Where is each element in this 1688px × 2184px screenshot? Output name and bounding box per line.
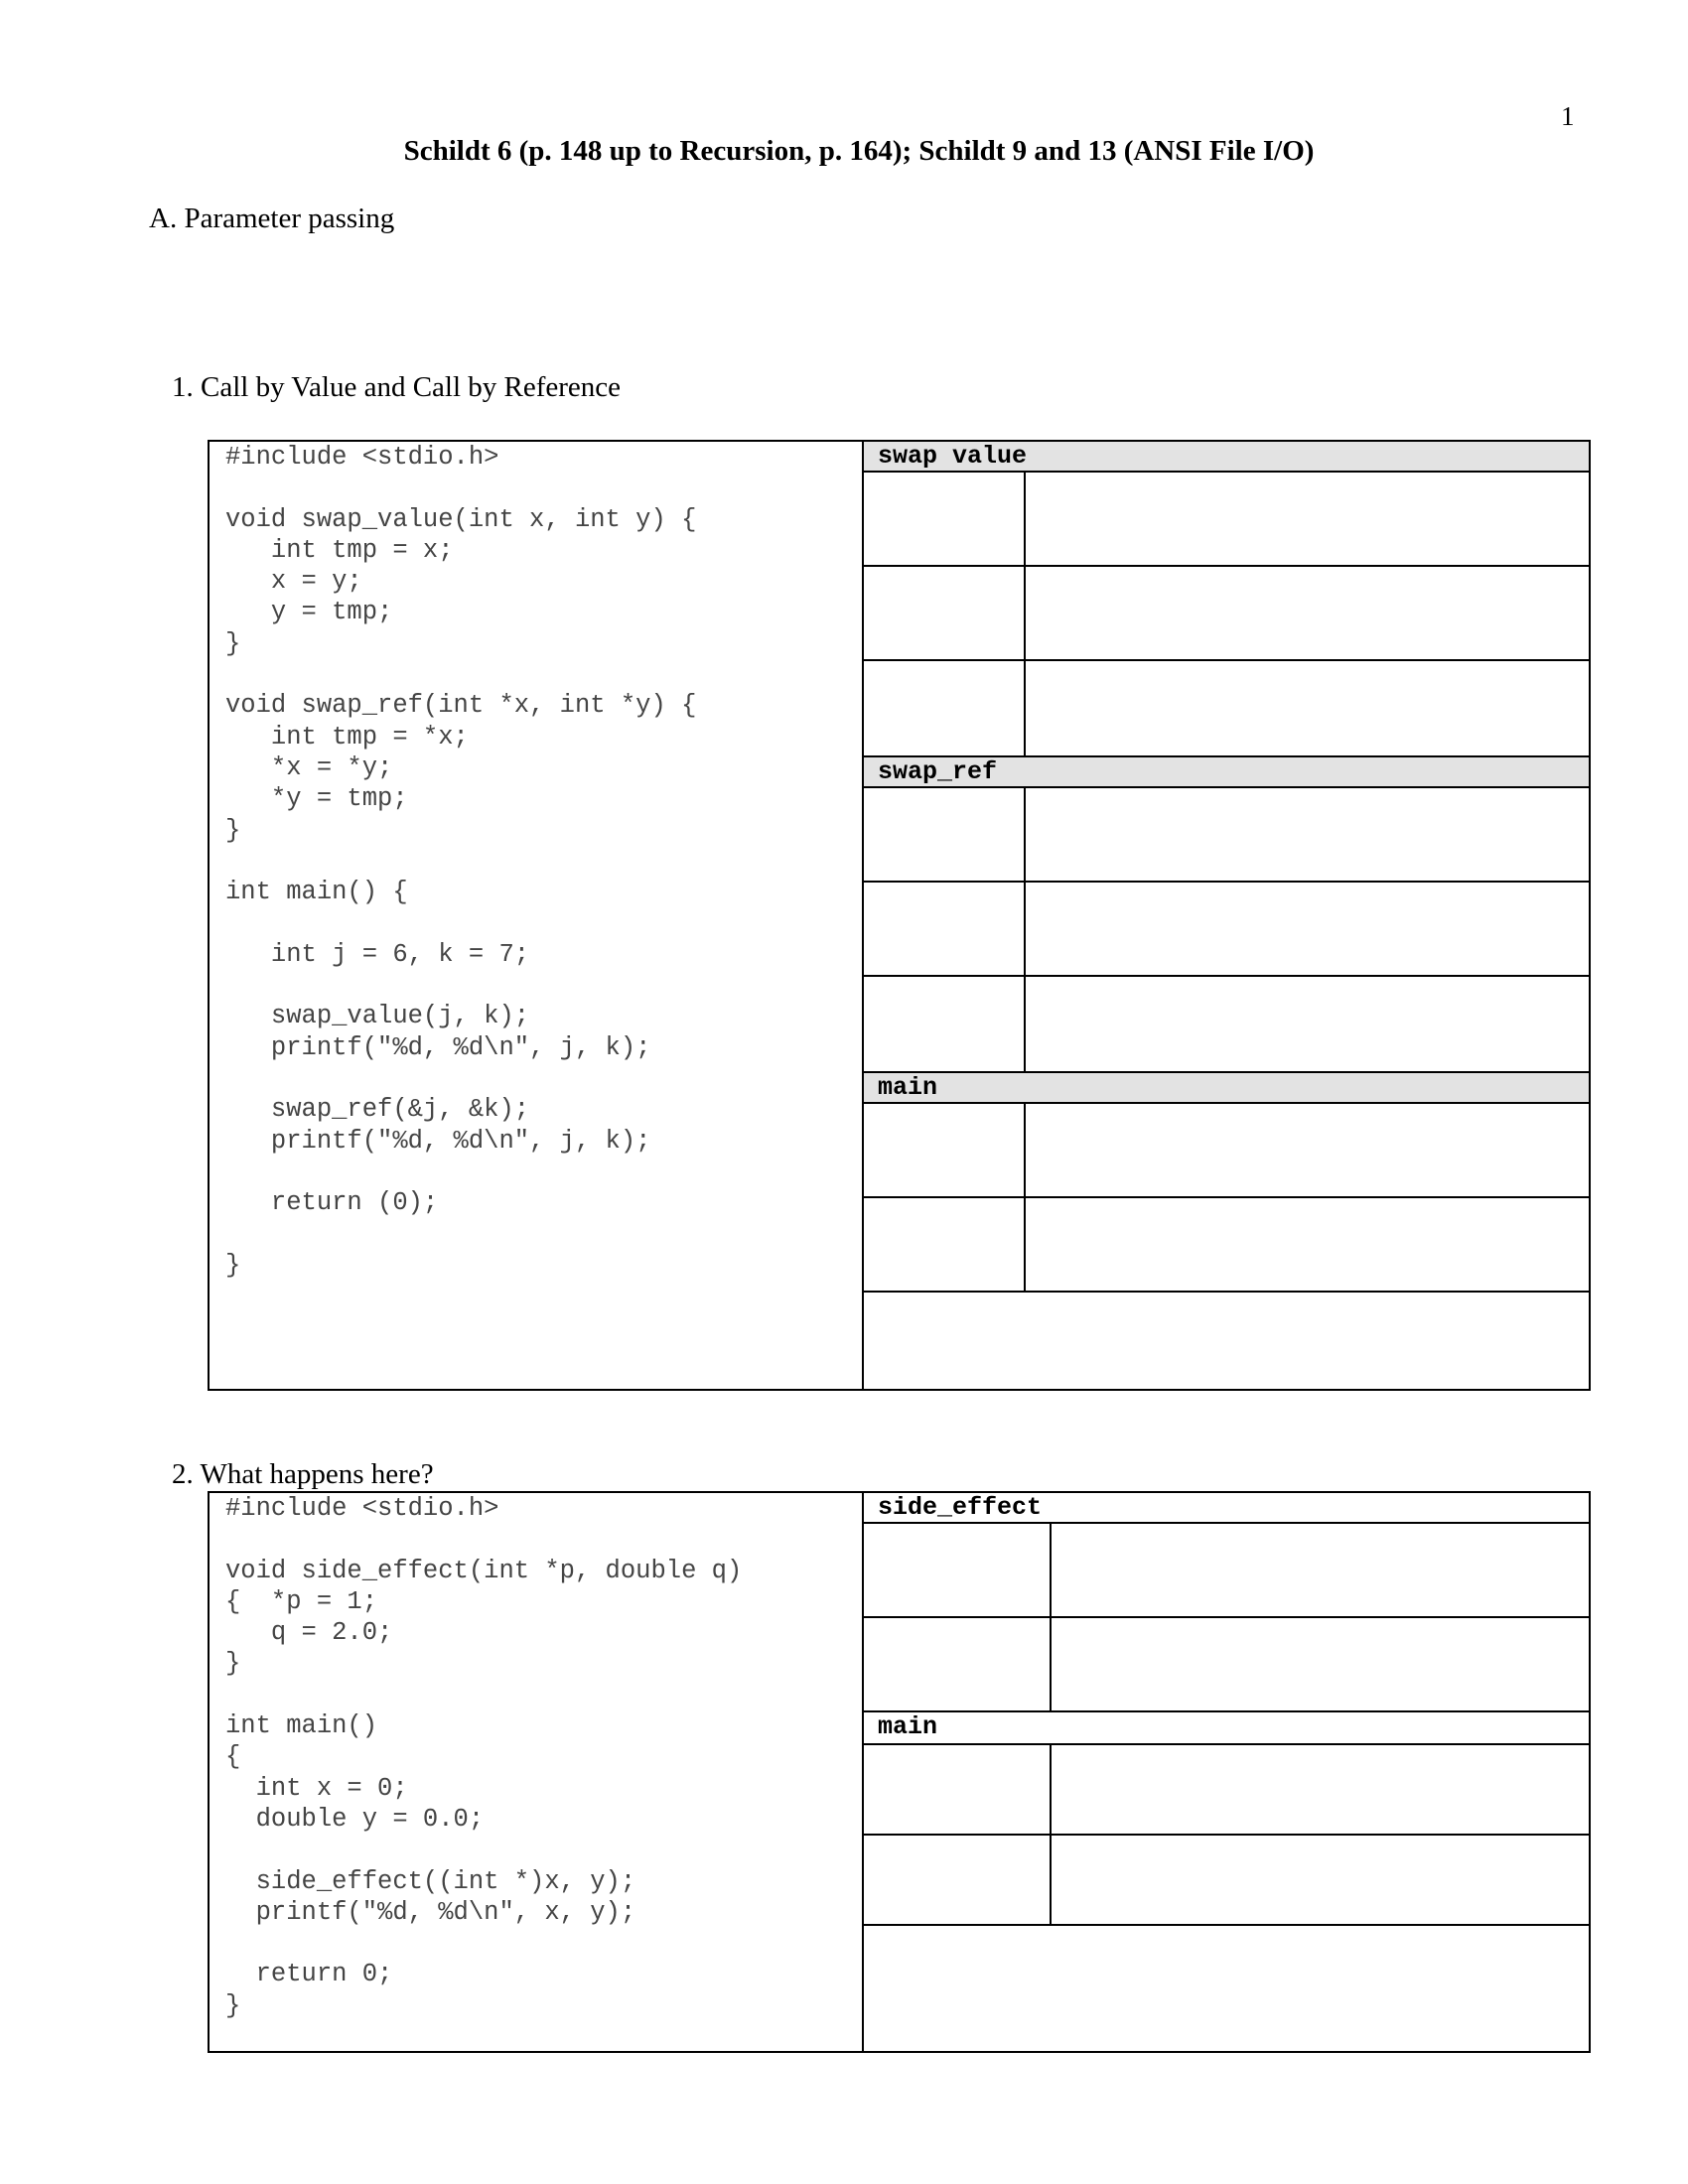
memory-row bbox=[864, 661, 1589, 755]
var-value-cell bbox=[1026, 977, 1589, 1071]
memory-row bbox=[864, 1198, 1589, 1293]
var-name-cell bbox=[864, 473, 1026, 565]
var-name-cell bbox=[864, 567, 1026, 659]
var-name-cell bbox=[864, 1198, 1026, 1291]
var-value-cell bbox=[1052, 1618, 1589, 1710]
var-value-cell bbox=[1026, 661, 1589, 755]
page-number: 1 bbox=[1561, 101, 1575, 131]
memory-row bbox=[864, 1836, 1589, 1926]
var-name-cell bbox=[864, 1524, 1052, 1616]
var-value-cell bbox=[1026, 883, 1589, 975]
var-name-cell bbox=[864, 1836, 1052, 1924]
var-value-cell bbox=[1026, 473, 1589, 565]
var-value-cell bbox=[1026, 1198, 1589, 1291]
var-value-cell bbox=[1052, 1836, 1589, 1924]
var-value-cell bbox=[1026, 567, 1589, 659]
memory-row bbox=[864, 1104, 1589, 1198]
memory-row bbox=[864, 1745, 1589, 1836]
var-name-cell bbox=[864, 661, 1026, 755]
var-name-cell bbox=[864, 1104, 1026, 1196]
var-value-cell bbox=[1026, 1104, 1589, 1196]
memory-row bbox=[864, 883, 1589, 977]
section-heading: A. Parameter passing bbox=[149, 203, 395, 234]
frame-header-main-2: main bbox=[864, 1712, 1589, 1745]
memory-row bbox=[864, 1618, 1589, 1712]
var-name-cell bbox=[864, 1618, 1052, 1710]
var-name-cell bbox=[864, 883, 1026, 975]
page-title: Schildt 6 (p. 148 up to Recursion, p. 164); Schildt 9 and 13 (ANSI File I/O) bbox=[403, 135, 1315, 167]
memory-row bbox=[864, 788, 1589, 883]
var-name-cell bbox=[864, 1745, 1052, 1834]
code-listing-1 bbox=[210, 442, 864, 1389]
frame-header-swap-value: swap value bbox=[864, 442, 1589, 473]
code-listing-2 bbox=[210, 1493, 864, 2051]
memory-row bbox=[864, 977, 1589, 1071]
frame-header-swap-ref: swap_ref bbox=[864, 755, 1589, 788]
var-name-cell bbox=[864, 977, 1026, 1071]
code-text-2: #include <stdio.h> void side_effect(int *p, double q) { *p = 1; q = 2.0; } int main() { int x = 0; double y = 0.0; side_effect((int *)x, y); printf("%d, %d\n", x, y); return 0; } bbox=[225, 1494, 743, 2020]
var-name-cell bbox=[864, 788, 1026, 881]
memory-row bbox=[864, 473, 1589, 567]
question-1-panel bbox=[208, 440, 1591, 1391]
memory-diagram-1 bbox=[864, 442, 1589, 1389]
question-2-heading: 2. What happens here? bbox=[172, 1458, 434, 1490]
question-1-heading: 1. Call by Value and Call by Reference bbox=[172, 371, 622, 403]
frame-header-main: main bbox=[864, 1071, 1589, 1104]
memory-row bbox=[864, 1524, 1589, 1618]
code-text-1: #include <stdio.h> void swap_value(int x, int y) { int tmp = x; x = y; y = tmp; } void swap_ref(int *x, int *y) { int tmp = *x; *x = *y; *y = tmp; } int main() { int j = 6, k = 7; swap_value(j, k); printf("%d, %d\n", j, k); swap_ref(&j, &k); printf("%d, %d\n", j, k); return (0); } bbox=[225, 443, 697, 1280]
frame-header-side-effect: side_effect bbox=[864, 1493, 1589, 1524]
question-2-panel bbox=[208, 1491, 1591, 2053]
var-value-cell bbox=[1052, 1524, 1589, 1616]
memory-row bbox=[864, 567, 1589, 661]
memory-diagram-2 bbox=[864, 1493, 1589, 2051]
var-value-cell bbox=[1026, 788, 1589, 881]
var-value-cell bbox=[1052, 1745, 1589, 1834]
